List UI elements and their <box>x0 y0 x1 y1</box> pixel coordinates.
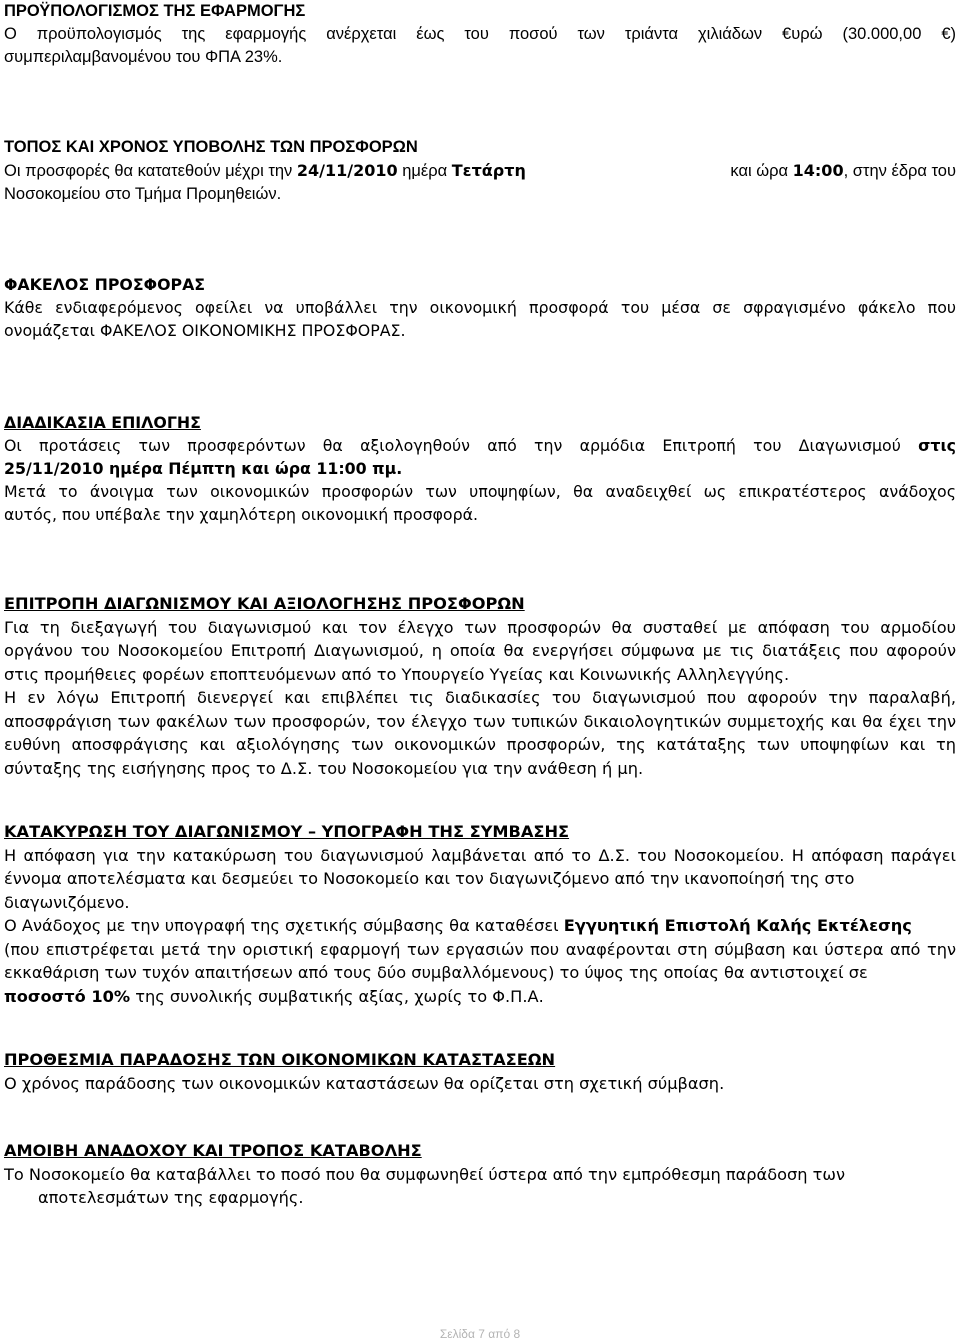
guarantee-percentage: ποσοστό 10% <box>4 986 131 1006</box>
section-committee <box>4 592 956 780</box>
committee-line-4: Η εν λόγω Επιτροπή διενεργεί και επιβλέπει τις διαδικασίες του διαγωνισμού που αφορούν την παραλαβή, <box>4 688 956 707</box>
place-time-line-1 <box>4 159 956 183</box>
ratification-line-2: έννομα αποτελέσματα και δεσμεύει το Νοσοκομείο και τον διαγωνιζόμενο από την ικανοποίησή της στο <box>4 869 855 888</box>
section-selection <box>4 411 956 526</box>
page-footer <box>0 1327 960 1341</box>
section-payment <box>4 1139 956 1210</box>
deadline-heading: ΠΡΟΘΕΣΜΙΑ ΠΑΡΑΔΟΣΗΣ ΤΩΝ ΟΙΚΟΝΟΜΙΚΩΝ ΚΑΤΑΣΤΑΣΕΩΝ <box>4 1050 556 1069</box>
payment-line-2: αποτελεσμάτων της εφαρμογής. <box>38 1188 304 1207</box>
budget-heading: ΠΡΟΫΠΟΛΟΓΙΣΜΟΣ ΤΗΣ ΕΦΑΡΜΟΓΗΣ <box>4 2 306 20</box>
committee-line-1: Για τη διεξαγωγή του διαγωνισμού και τον έλεγχο των προσφορών θα συσταθεί με απόφαση του αρμοδίου <box>4 617 956 637</box>
ratification-line-3: διαγωνιζόμενο. <box>4 892 130 912</box>
submission-day: Τετάρτη <box>451 161 526 180</box>
budget-text-line-1: Ο προϋπολογισμός της εφαρμογής ανέρχεται έως του ποσού των τριάντα χιλιάδων €υρώ (30.000,00 €) <box>4 25 956 43</box>
page-number: Σελίδα 7 από 8 <box>439 1327 521 1341</box>
deadline-line-1: Ο χρόνος παράδοσης των οικονομικών καταστάσεων θα ορίζεται στη σχετική σύμβαση. <box>4 1073 725 1093</box>
selection-date-line: 25/11/2010 ημέρα Πέμπτη και ώρα 11:00 πμ. <box>4 459 403 478</box>
selection-text-line-1-main: Οι προτάσεις των προσφερόντων θα αξιολογηθούν από την αρμόδια Επιτροπή του Διαγωνισμού <box>4 436 919 455</box>
budget-text-line-2: συμπεριλαμβανομένου του ΦΠΑ 23%. <box>4 48 283 66</box>
place-time-heading: ΤΟΠΟΣ ΚΑΙ ΧΡΟΝΟΣ ΥΠΟΒΟΛΗΣ ΤΩΝ ΠΡΟΣΦΟΡΩΝ <box>4 138 418 156</box>
place-time-line-2: Νοσοκομείου στο Τμήμα Προμηθειών. <box>4 185 282 203</box>
submission-time-label: και ώρα <box>730 162 793 180</box>
submission-time: 14:00 <box>792 161 844 180</box>
submission-date: 24/11/2010 <box>296 161 398 180</box>
ratification-line-1: Η απόφαση για την κατακύρωση του διαγωνισμού λαμβάνεται από το Δ.Σ. του Νοσοκομείου. Η απόφαση παράγει <box>4 845 956 865</box>
committee-line-2: οργάνου του Νοσοκομείου Επιτροπή Διαγωνισμού, η οποία θα ενεργήσει σύμφωνα με τις διατάξεις που αφορούν <box>4 641 956 660</box>
selection-text-line-1 <box>4 434 956 457</box>
ratification-line-7-rest: της συνολικής συμβατικής αξίας, χωρίς το Φ.Π.Α. <box>130 986 544 1006</box>
ratification-line-6: εκκαθάριση των τυχόν απαιτήσεων από τους δύο συμβαλλόμενους) το ύψος της οποίας θα αντιστοιχεί σε <box>4 963 868 982</box>
committee-line-7: σύνταξης της εισήγησης προς το Δ.Σ. του Νοσοκομείου για την ανάθεση ή μη. <box>4 758 644 778</box>
submission-day-label: ημέρα <box>397 162 452 180</box>
section-budget <box>4 0 956 69</box>
committee-line-6: ευθύνη αποσφράγισης και αξιολόγησης των οικονομικών προσφορών, της κατάταξης των υποψηφίων και τη <box>4 735 956 754</box>
selection-text-line-3: Μετά το άνοιγμα των οικονομικών προσφορών των υποψηφίων, θα αναδειχθεί ως επικρατέστερος ανάδοχος <box>4 482 956 501</box>
ratification-line-5: (που επιστρέφεται μετά την οριστική εφαρμογή των εργασιών που αναφέρονται στη σύμβαση και ύστερα από την <box>4 939 956 959</box>
selection-heading: ΔΙΑΔΙΚΑΣΙΑ ΕΠΙΛΟΓΗΣ <box>4 413 201 432</box>
committee-line-3: στις προμήθειες φορέων εποπτευόμενων από το Υπουργείο Υγείας και Κοινωνικής Αλληλεγγύης. <box>4 664 790 684</box>
payment-line-1: Το Νοσοκομείο θα καταβάλλει το ποσό που θα συμφωνηθεί ύστερα από την εμπρόθεσμη παράδοση των <box>4 1164 846 1184</box>
section-place-time <box>4 136 956 206</box>
submission-place: , στην έδρα του <box>843 162 956 180</box>
payment-heading: ΑΜΟΙΒΗ ΑΝΑΔΟΧΟΥ ΚΑΙ ΤΡΟΠΟΣ ΚΑΤΑΒΟΛΗΣ <box>4 1141 422 1160</box>
section-ratification <box>4 820 956 1008</box>
envelope-text-line-2: ονομάζεται ΦΑΚΕΛΟΣ ΟΙΚΟΝΟΜΙΚΗΣ ΠΡΟΣΦΟΡΑΣ. <box>4 321 406 340</box>
submission-intro: Οι προσφορές θα κατατεθούν μέχρι την <box>4 162 297 180</box>
selection-text-line-4: αυτός, που υπέβαλε την χαμηλότερη οικονομική προσφορά. <box>4 505 479 524</box>
envelope-heading: ΦΑΚΕΛΟΣ ΠΡΟΣΦΟΡΑΣ <box>4 275 206 294</box>
envelope-text-line-1: Κάθε ενδιαφερόμενος οφείλει να υποβάλλει την οικονομική προσφορά του μέσα σε σφραγισμένο φάκελο που <box>4 298 956 317</box>
selection-text-line-1-bold: στις <box>918 436 956 455</box>
committee-line-5: αποσφράγιση των φακέλων των προσφορών, τον έλεγχο των τυπικών δικαιολογητικών συμμετοχής και θα έχει την <box>4 711 956 731</box>
ratification-line-4-main: Ο Ανάδοχος με την υπογραφή της σχετικής σύμβασης θα καταθέσει <box>4 916 564 935</box>
ratification-line-4 <box>4 914 956 938</box>
performance-guarantee-label: Εγγυητική Επιστολή Καλής Εκτέλεσης <box>563 916 912 935</box>
committee-heading: ΕΠΙΤΡΟΠΗ ΔΙΑΓΩΝΙΣΜΟΥ ΚΑΙ ΑΞΙΟΛΟΓΗΣΗΣ ΠΡΟΣΦΟΡΩΝ <box>4 594 525 613</box>
ratification-heading: ΚΑΤΑΚΥΡΩΣΗ ΤΟΥ ΔΙΑΓΩΝΙΣΜΟΥ – ΥΠΟΓΡΑΦΗ ΤΗΣ ΣΥΜΒΑΣΗΣ <box>4 822 570 841</box>
ratification-line-7 <box>4 985 956 1009</box>
section-deadline <box>4 1048 956 1095</box>
section-envelope <box>4 273 956 342</box>
